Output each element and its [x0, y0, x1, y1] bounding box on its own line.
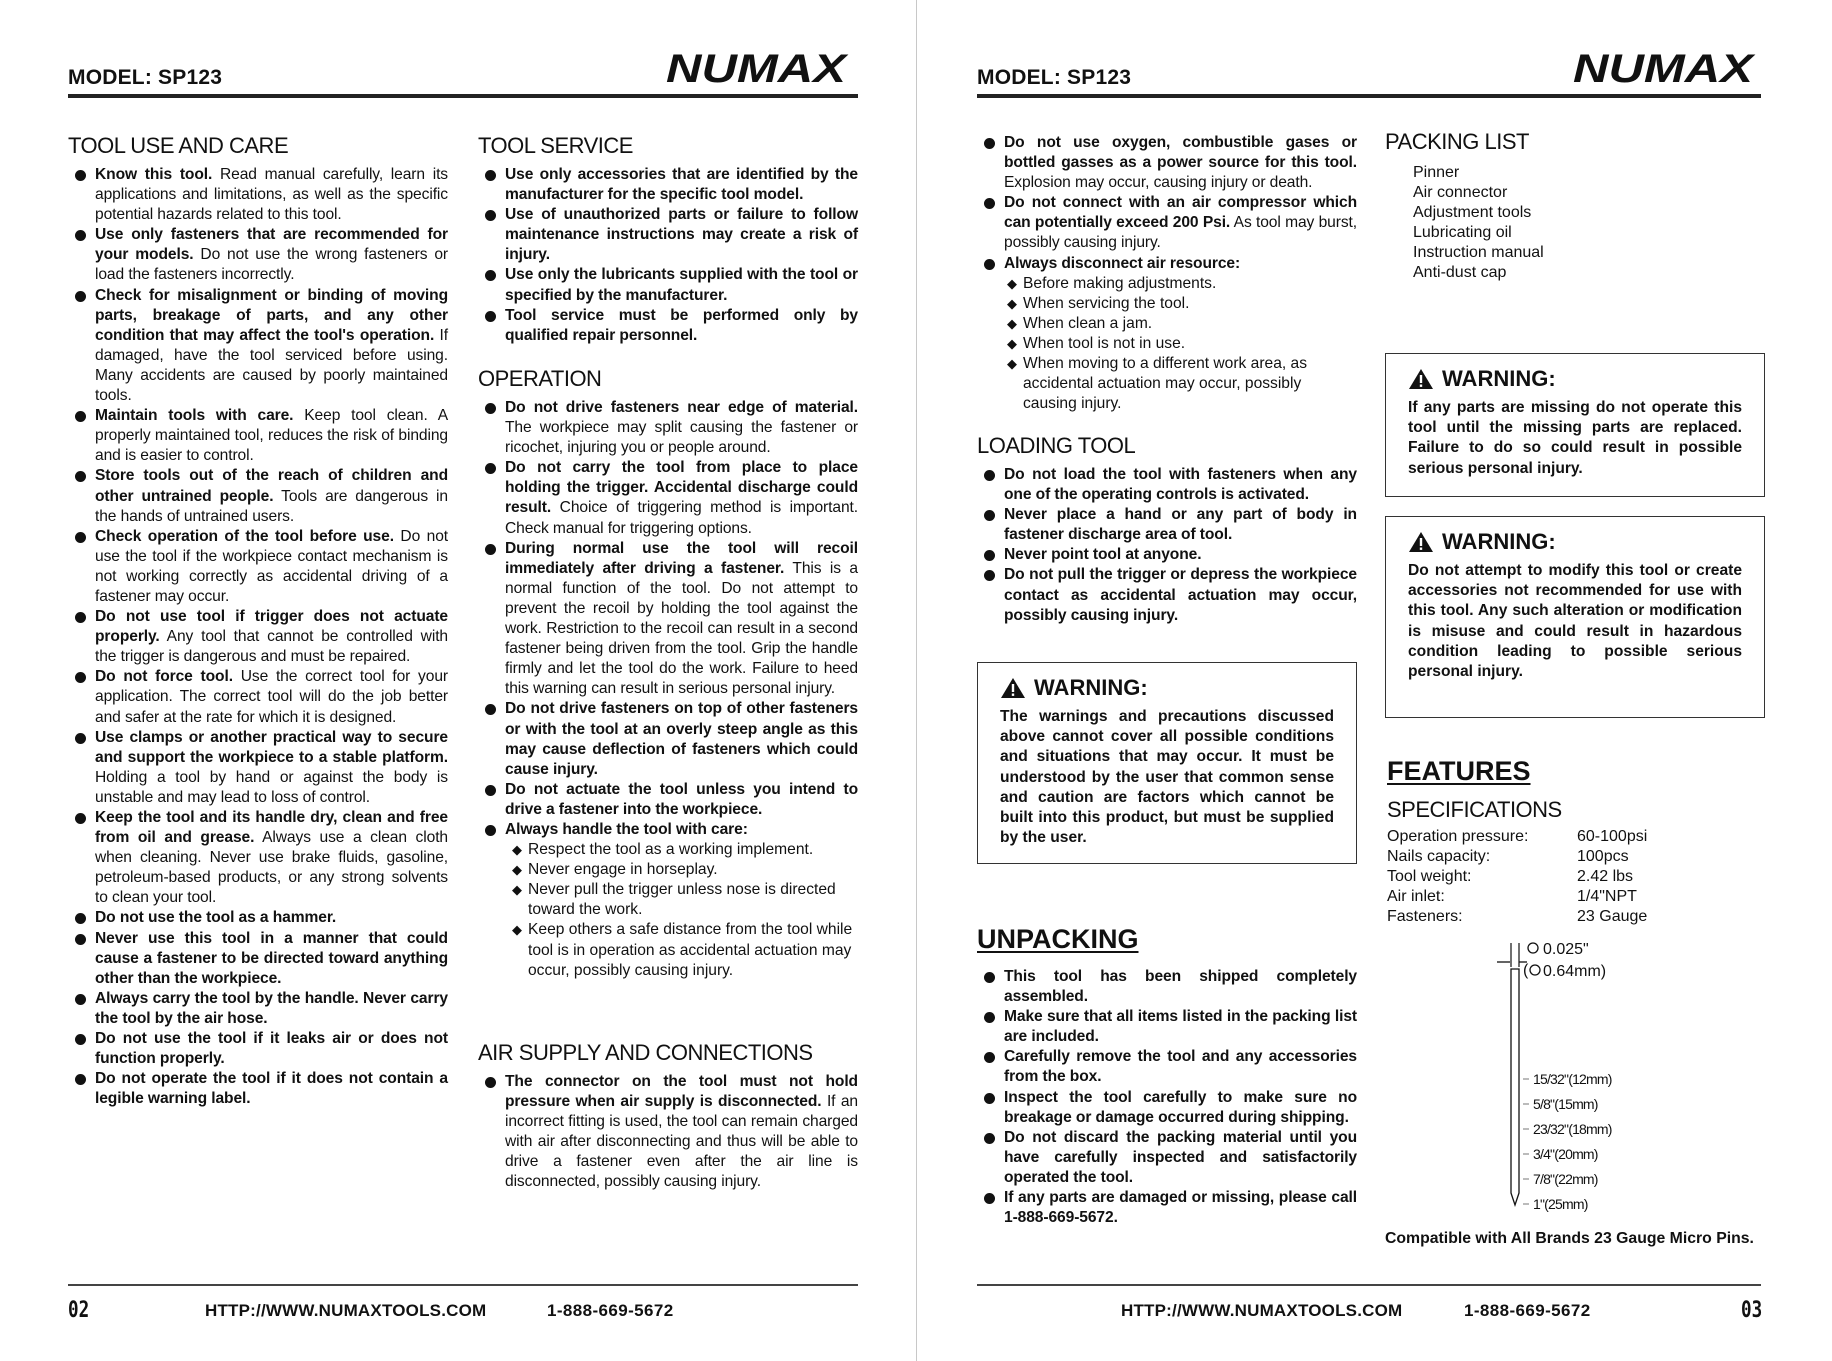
- pin-length-label: 23/32"(18mm): [1533, 1121, 1612, 1137]
- tool-service-title: TOOL SERVICE: [478, 133, 633, 158]
- warning-triangle-icon: [1408, 368, 1434, 390]
- operation-item: [478, 699, 858, 779]
- page-right: [916, 0, 1832, 1361]
- tool-service-item-bold: Use only the lubricants supplied with the tool or specified by the manufacturer.: [505, 266, 858, 304]
- air-supply-item: [478, 1072, 858, 1193]
- tool-use-item-text: If damaged, have the tool serviced before using. Many accidents are caused by poorly maintained tools.: [95, 326, 449, 405]
- packing-list-item: Lubricating oil: [1413, 224, 1512, 241]
- safety-item: [977, 254, 1357, 274]
- tool-use-item-bold: Do not use the tool as a hammer.: [95, 909, 337, 927]
- spec-label: Nails capacity:: [1387, 848, 1491, 865]
- tool-use-item-text: Do not use the wrong fasteners or load the fasteners incorrectly.: [95, 246, 448, 284]
- tool-service-item: [478, 265, 858, 305]
- logo-text: NUMAX: [1573, 48, 1756, 88]
- loading-item: [977, 465, 1357, 505]
- tool-use-item-bold: Use only fasteners that are recommended for your models.: [95, 226, 448, 264]
- pin-length-label: 5/8"(15mm): [1533, 1096, 1598, 1112]
- safety-continued-section: [977, 133, 1357, 414]
- features-title: FEATURES: [1387, 756, 1531, 786]
- warning-header: [1408, 529, 1742, 555]
- operation-item-bold: Do not drive fasteners near edge of material.: [505, 399, 858, 416]
- warning-box-general: [977, 662, 1357, 864]
- packing-list-item: Pinner: [1413, 164, 1460, 181]
- tool-use-section: [68, 133, 448, 1109]
- loading-section: [977, 433, 1357, 626]
- operation-item: [478, 780, 858, 820]
- warning-header: [1408, 366, 1742, 392]
- pin-length-label: 3/4"(20mm): [1533, 1146, 1598, 1162]
- warning-title: WARNING:: [1442, 366, 1556, 391]
- tool-use-item-text: Read manual carefully, learn its applications and limitations, as well as the specific potential hazards related to this tool.: [95, 166, 448, 224]
- tool-service-item-bold: Use only accessories that are identified by the manufacturer for the specific tool model.: [505, 166, 858, 204]
- packing-list-item: Air connector: [1413, 184, 1508, 201]
- footer-phone: 1-888-669-5672: [547, 1301, 674, 1320]
- svg-text:(: (: [1523, 962, 1529, 979]
- operation-sub-list: [478, 840, 858, 981]
- footer-url: HTTP://WWW.NUMAXTOOLS.COM: [1121, 1301, 1403, 1320]
- unpacking-item-bold: Make sure that all items listed in the packing list are included.: [1004, 1008, 1357, 1046]
- safety-item-bold: Do not use oxygen, combustible gases or bottled gasses as a power source for this tool.: [1004, 134, 1357, 172]
- safety-item-text: As tool may burst, possibly causing injury.: [1004, 214, 1357, 252]
- tool-use-item-bold: Check for misalignment or binding of moving parts, breakage of parts, and any other condition that may affect the tool's operation.: [95, 286, 448, 344]
- tool-use-item-text: Always use a clean cloth when cleaning. Never use brake fluids, gasoline, petroleum-based products, or any strong solvents to clean your tool.: [95, 829, 448, 907]
- tool-service-item: [478, 205, 858, 265]
- tool-use-item: [68, 667, 448, 727]
- tool-use-item: [68, 1069, 448, 1109]
- warning-text: If any parts are missing do not operate this tool until the missing parts are replaced. Failure to do so could result in possible serious personal injury.: [1408, 399, 1742, 477]
- operation-sub-item: ◆ Never pull the trigger unless nose is directed toward the work.: [512, 880, 858, 920]
- spec-label: Operation pressure:: [1387, 828, 1529, 845]
- tool-use-item: [68, 406, 448, 466]
- safety-continued-list: [977, 133, 1357, 274]
- unpacking-item-bold: Do not discard the packing material until you have carefully inspected and satisfactorily operated the tool.: [1004, 1128, 1357, 1186]
- warning-triangle-icon: [1000, 677, 1026, 699]
- footer-url: HTTP://WWW.NUMAXTOOLS.COM: [205, 1301, 487, 1320]
- tool-use-item-bold: Never use this tool in a manner that could cause a fastener to be directed toward anything other than the workpiece.: [95, 929, 448, 987]
- air-supply-section: [478, 1040, 858, 1193]
- tool-use-item-bold: Do not operate the tool if it does not contain a legible warning label.: [95, 1070, 448, 1108]
- operation-item-text: The workpiece may split causing the fastener or ricochet, injuring you or people around.: [505, 419, 858, 457]
- pin-length-label: 15/32"(12mm): [1533, 1071, 1612, 1087]
- header-rule: [977, 94, 1761, 98]
- warning-title: WARNING:: [1442, 529, 1556, 554]
- tool-use-item: [68, 225, 448, 285]
- spec-value: 100pcs: [1577, 848, 1629, 865]
- numax-logo: [664, 48, 854, 88]
- loading-title: LOADING TOOL: [977, 433, 1136, 458]
- tool-use-title: TOOL USE AND CARE: [68, 133, 289, 158]
- numax-logo: [1571, 48, 1761, 88]
- operation-section: [478, 366, 858, 981]
- tool-use-item-bold: Keep the tool and its handle dry, clean and free from oil and grease.: [95, 809, 448, 847]
- operation-item-text: This is a normal function of the tool. Do not attempt to prevent the recoil by holding the tool against the work. Restriction to the recoil can result in a second fastener being driven from the tool. Grip the handle firmly and let the tool do the work. Failure to heed this warning can result in serious personal injury.: [505, 559, 858, 698]
- tool-use-item: [68, 728, 448, 808]
- spec-value: 1/4"NPT: [1577, 888, 1637, 905]
- air-supply-title: AIR SUPPLY AND CONNECTIONS: [478, 1040, 813, 1065]
- packing-list-item: Adjustment tools: [1413, 204, 1532, 221]
- tool-service-item: [478, 165, 858, 205]
- tool-use-item-text: Keep tool clean. A properly maintained tool, reduces the risk of binding and is easier to control.: [95, 407, 448, 465]
- unpacking-item-bold: Carefully remove the tool and any accessories from the box.: [1004, 1048, 1357, 1086]
- spec-label: Tool weight:: [1387, 868, 1472, 885]
- safety-item-text: Explosion may occur, causing injury or death.: [1004, 174, 1313, 192]
- operation-item-bold: Do not drive fasteners on top of other fasteners or with the tool at an overly steep angle as this may cause deflection of fasteners which could cause injury.: [505, 700, 858, 778]
- operation-sub-item: ◆ Never engage in horseplay.: [512, 860, 858, 880]
- tool-use-item-bold: Check operation of the tool before use.: [95, 527, 394, 545]
- warning-box-modify: [1385, 516, 1765, 718]
- pin-length-label: 1"(25mm): [1533, 1196, 1588, 1212]
- safety-item: [977, 193, 1357, 253]
- unpacking-item: [977, 1047, 1357, 1087]
- disconnect-item: ◆ When moving to a different work area, as accidental actuation may occur, possibly causing injury.: [1007, 354, 1357, 414]
- loading-item-bold: Never place a hand or any part of body in fastener discharge area of tool.: [1004, 506, 1357, 544]
- pin-diameter-inch: 0.025": [1543, 941, 1589, 958]
- operation-title: OPERATION: [478, 366, 602, 391]
- operation-item-bold: During normal use the tool will recoil immediately after driving a fastener.: [505, 539, 858, 577]
- tool-use-item: [68, 1029, 448, 1069]
- unpacking-item-bold: This tool has been shipped completely assembled.: [1004, 968, 1357, 1006]
- pin-diagram: [1497, 935, 1717, 1215]
- tool-use-item: [68, 466, 448, 526]
- unpacking-title: UNPACKING: [977, 924, 1139, 954]
- warning-box-missing-parts: [1385, 353, 1765, 497]
- unpacking-list: [977, 967, 1357, 1228]
- tool-use-item: [68, 929, 448, 989]
- safety-item: [977, 133, 1357, 193]
- tool-use-item: [68, 808, 448, 908]
- disconnect-item: ◆ Before making adjustments.: [1007, 274, 1357, 294]
- pin-length-label: 7/8"(22mm): [1533, 1171, 1598, 1187]
- tool-use-item-text: Use the correct tool for your application. The correct tool will do the job better and safer at the rate for which it is designed.: [95, 668, 448, 726]
- loading-item-bold: Do not pull the trigger or depress the workpiece contact as accidental actuation may occur, possibly causing injury.: [1004, 566, 1357, 624]
- tool-use-item: [68, 989, 448, 1029]
- tool-use-item: [68, 286, 448, 407]
- tool-use-item-bold: Do not force tool.: [95, 668, 233, 686]
- tool-service-list: [478, 165, 858, 346]
- footer-rule: [977, 1284, 1761, 1286]
- page-number: 02: [68, 1298, 90, 1323]
- tool-use-item: [68, 165, 448, 225]
- loading-item-bold: Never point tool at anyone.: [1004, 546, 1202, 564]
- tool-use-item: [68, 908, 448, 928]
- operation-item: [478, 458, 858, 538]
- compatibility-note: Compatible with All Brands 23 Gauge Micro Pins.: [1385, 1230, 1754, 1247]
- tool-use-item-bold: Always carry the tool by the handle. Never carry the tool by the air hose.: [95, 989, 448, 1027]
- operation-sub-item: ◆ Keep others a safe distance from the tool while tool is in operation as accidental actuation may occur, possibly causing injury.: [512, 920, 858, 980]
- loading-item: [977, 545, 1357, 565]
- operation-item-bold: Do not actuate the tool unless you intend to drive a fastener into the workpiece.: [505, 780, 858, 818]
- loading-item: [977, 565, 1357, 625]
- tool-use-item-text: Tools are dangerous in the hands of untrained users.: [95, 487, 448, 525]
- safety-item-bold: Always disconnect air resource:: [1004, 254, 1241, 272]
- tool-use-item-text: Any tool that cannot be controlled with the trigger is dangerous and must be repaired.: [95, 628, 448, 666]
- tool-service-item-bold: Tool service must be performed only by qualified repair personnel.: [505, 306, 858, 344]
- logo-text: NUMAX: [666, 48, 849, 88]
- disconnect-list: [977, 274, 1357, 415]
- tool-use-item-bold: Do not use tool if trigger does not actuate properly.: [95, 608, 448, 646]
- unpacking-item: [977, 1007, 1357, 1047]
- tool-service-section: [478, 133, 858, 346]
- spec-label: Air inlet:: [1387, 888, 1445, 905]
- model-label: MODEL: SP123: [68, 66, 223, 89]
- operation-item: [478, 398, 858, 458]
- air-supply-item-text: If an incorrect fitting is used, the tool can remain charged with air after disconnecting and thus will be able to drive a fastener even after the air line is disconnected, possibly causing injury.: [505, 1093, 858, 1191]
- tool-use-item-bold: Do not use the tool if it leaks air or does not function properly.: [95, 1030, 448, 1068]
- footer-rule: [68, 1284, 858, 1286]
- unpacking-item-bold: If any parts are damaged or missing, please call 1-888-669-5672.: [1004, 1189, 1357, 1227]
- specifications-title: SPECIFICATIONS: [1387, 797, 1562, 822]
- spec-label: Fasteners:: [1387, 908, 1463, 925]
- tool-service-item: [478, 306, 858, 346]
- warning-text: The warnings and precautions discussed above cannot cover all possible conditions and situations that may occur. It must be understood by the user that common sense and caution are factors which cannot be built into this product, but must be supplied by the user.: [1000, 708, 1334, 847]
- loading-list: [977, 465, 1357, 626]
- features-section: [1387, 756, 1767, 927]
- packing-title: PACKING LIST: [1385, 129, 1529, 154]
- spec-value: 60-100psi: [1577, 828, 1648, 845]
- tool-use-item-bold: Use clamps or another practical way to secure and support the workpiece to a stable platform.: [95, 728, 448, 766]
- operation-item-bold: Always handle the tool with care:: [505, 820, 748, 838]
- disconnect-item: ◆ When servicing the tool.: [1007, 294, 1357, 314]
- operation-list: [478, 398, 858, 840]
- packing-list-item: Instruction manual: [1413, 244, 1544, 261]
- unpacking-item: [977, 1188, 1357, 1228]
- operation-item: [478, 820, 858, 840]
- warning-triangle-icon: [1408, 531, 1434, 553]
- air-supply-list: [478, 1072, 858, 1193]
- packing-list: [1385, 163, 1765, 283]
- tool-use-item-bold: Know this tool.: [95, 166, 213, 183]
- footer-phone: 1-888-669-5672: [1464, 1301, 1591, 1320]
- disconnect-item: ◆ When clean a jam.: [1007, 314, 1357, 334]
- warning-text: Do not attempt to modify this tool or create accessories not recommended for use with this tool. Any such alteration or modification is misuse and could result in hazardous condition leading to possible serious personal injury.: [1408, 562, 1742, 681]
- spec-value: 2.42 lbs: [1577, 868, 1634, 885]
- tool-use-item-text: Holding a tool by hand or against the body is unstable and may lead to loss of control.: [95, 768, 448, 806]
- spec-value: 23 Gauge: [1577, 908, 1648, 925]
- packing-list-section: [1385, 129, 1765, 283]
- pin-diameter-mm: 0.64mm): [1543, 963, 1607, 980]
- unpacking-section: [977, 924, 1357, 1228]
- unpacking-item: [977, 967, 1357, 1007]
- unpacking-item: [977, 1088, 1357, 1128]
- operation-sub-item: ◆ Respect the tool as a working implement.: [512, 840, 858, 860]
- safety-item-bold: Do not connect with an air compressor which can potentially exceed 200 Psi.: [1004, 194, 1357, 232]
- operation-item-text: Choice of triggering method is important. Check manual for triggering options.: [505, 499, 858, 537]
- specifications-table: [1387, 827, 1767, 927]
- disconnect-item: ◆ When tool is not in use.: [1007, 334, 1357, 354]
- tool-use-list: [68, 165, 448, 1109]
- warning-title: WARNING:: [1034, 675, 1148, 700]
- loading-item-bold: Do not load the tool with fasteners when any one of the operating controls is activated.: [1004, 466, 1357, 504]
- air-supply-item-bold: The connector on the tool must not hold pressure when air supply is disconnected.: [505, 1073, 858, 1111]
- loading-item: [977, 505, 1357, 545]
- warning-header: [1000, 675, 1334, 701]
- tool-use-item-bold: Store tools out of the reach of children and other untrained people.: [95, 467, 448, 505]
- header-rule: [68, 94, 858, 98]
- unpacking-item: [977, 1128, 1357, 1188]
- model-label: MODEL: SP123: [977, 66, 1132, 89]
- tool-use-item-bold: Maintain tools with care.: [95, 407, 294, 425]
- packing-list-item: Anti-dust cap: [1413, 264, 1507, 281]
- operation-item: [478, 539, 858, 700]
- tool-use-item: [68, 607, 448, 667]
- tool-use-item: [68, 527, 448, 607]
- tool-service-item-bold: Use of unauthorized parts or failure to follow maintenance instructions may create a risk of injury.: [505, 206, 858, 264]
- unpacking-item-bold: Inspect the tool carefully to make sure no breakage or damage occurred during shipping.: [1004, 1088, 1357, 1126]
- page-number: 03: [1741, 1298, 1763, 1323]
- pin-length-ticks: [1523, 1071, 1612, 1212]
- operation-item-bold: Do not carry the tool from place to place holding the trigger. Accidental discharge could result.: [505, 459, 858, 517]
- tool-use-item-text: Do not use the tool if the workpiece contact mechanism is not working correctly as accidental driving of a fastener may occur.: [95, 527, 448, 605]
